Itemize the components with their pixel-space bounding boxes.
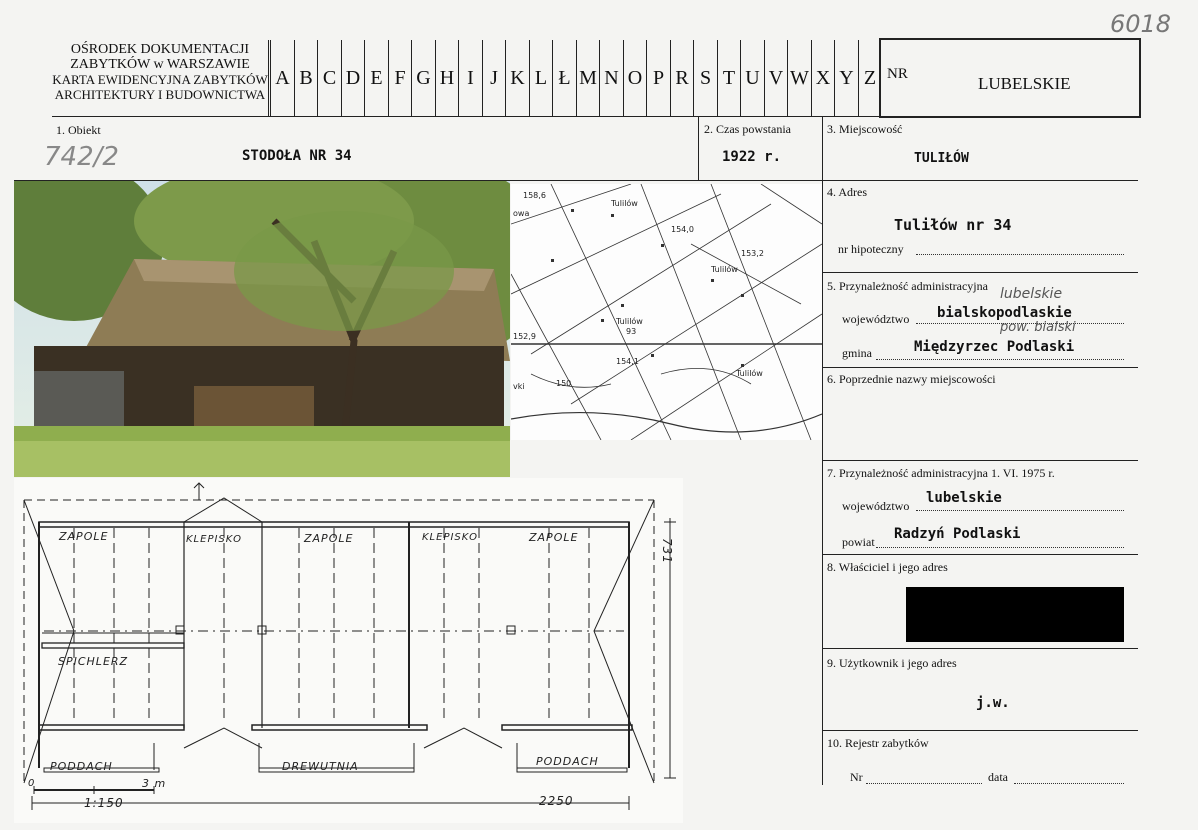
- dim-width: 2250: [539, 794, 574, 808]
- topographic-map: [511, 184, 822, 440]
- alphabet-letter: J: [482, 40, 506, 116]
- gmina-label: gmina: [842, 346, 872, 360]
- map-town3: Tulilów: [616, 317, 643, 326]
- miejscowosc-label: 3. Miejscowość: [827, 122, 903, 136]
- location-map: [511, 184, 822, 440]
- scale-ratio: 1:150: [84, 796, 124, 810]
- label-poddach-2: PODDACH: [536, 755, 599, 768]
- alphabet-letter: P: [646, 40, 670, 116]
- nr-label: NR: [887, 66, 908, 82]
- uzytkownik-label: 9. Użytkownik i jego adres: [827, 656, 957, 670]
- label-poddach-1: PODDACH: [50, 760, 113, 773]
- scale-zero: 0: [28, 778, 36, 789]
- stamp-number: 6018: [1110, 10, 1172, 38]
- alphabet-letter: B: [294, 40, 318, 116]
- owner-redacted-block: [906, 587, 1124, 642]
- rejestr-label: 10. Rejestr zabytków: [827, 736, 929, 750]
- alphabet-letter: H: [435, 40, 459, 116]
- alphabet-letter: N: [599, 40, 623, 116]
- alphabet-letter: O: [623, 40, 647, 116]
- alphabet-letter: U: [740, 40, 764, 116]
- wojewodztwo-handnote: lubelskie: [1000, 286, 1063, 302]
- uzytkownik-value: j.w.: [976, 695, 1010, 711]
- alphabet-letter: I: [458, 40, 482, 116]
- label-drewutnia: DREWUTNIA: [282, 760, 359, 773]
- barn-photo: [14, 181, 510, 477]
- map-elev2: 154,0: [671, 225, 694, 234]
- alphabet-letter: A: [270, 40, 294, 116]
- map-town4: Tulilów: [736, 369, 763, 378]
- map-c150: 150: [556, 379, 572, 388]
- powiat-label: powiat: [842, 535, 875, 549]
- admin-label: 5. Przynależność administracyjna: [827, 279, 988, 293]
- institution-line4: ARCHITEKTURY I BUDOWNICTWA: [54, 87, 266, 102]
- map-elev3: 153,2: [741, 249, 764, 258]
- alphabet-letter: Z: [858, 40, 882, 116]
- alphabet-letter: C: [317, 40, 341, 116]
- label-zapole-2: ZAPOLE: [304, 532, 354, 545]
- wojewodztwo-value: bialskopodlaskie: [937, 305, 1072, 321]
- map-elev4: 152,9: [513, 332, 536, 341]
- hipoteczny-label: nr hipoteczny: [838, 242, 904, 256]
- adres-label: 4. Adres: [827, 185, 867, 199]
- label-zapole-3: ZAPOLE: [529, 531, 579, 544]
- rejestr-nr-label: Nr: [850, 770, 863, 784]
- rejestr-data-label: data: [988, 770, 1008, 784]
- institution-line2: ZABYTKÓW w WARSZAWIE: [70, 57, 250, 72]
- czas-label: 2. Czas powstania: [704, 122, 791, 136]
- alphabet-letter: T: [717, 40, 741, 116]
- alphabet-letter: V: [764, 40, 788, 116]
- powiat-value: Radzyń Podlaski: [894, 526, 1021, 542]
- alphabet-letter: L: [529, 40, 553, 116]
- alphabet-letter: Ł: [552, 40, 576, 116]
- czas-value: 1922 r.: [722, 149, 782, 165]
- map-num93: 93: [626, 327, 637, 336]
- obiekt-value: STODOŁA NR 34: [242, 148, 352, 164]
- alphabet-letter: W: [787, 40, 811, 116]
- wojewodztwo-label: województwo: [842, 312, 910, 326]
- alphabet-letter: M: [576, 40, 600, 116]
- barn-photo-image: [14, 181, 510, 477]
- region-name: LUBELSKIE: [978, 74, 1071, 93]
- map-town2: Tulilów: [611, 199, 638, 208]
- alphabet-letter: X: [811, 40, 835, 116]
- label-spichlerz: SPICHLERZ: [58, 655, 129, 668]
- alphabet-letter: K: [505, 40, 529, 116]
- map-edge1: owa: [513, 209, 530, 218]
- label-klepisko-1: KLEPISKO: [186, 534, 242, 545]
- alphabet-letter: S: [693, 40, 717, 116]
- gmina-value: Międzyrzec Podlaski: [914, 339, 1075, 355]
- admin1975-label: 7. Przynależność administracyjna 1. VI. 1975 r.: [827, 466, 1055, 480]
- map-town1: Tulilów: [711, 265, 738, 274]
- alphabet-letter: G: [411, 40, 435, 116]
- alphabet-letter: F: [388, 40, 412, 116]
- adres-value: Tuliłów nr 34: [894, 216, 1012, 234]
- gmina-handnote: pow. bialski: [1000, 320, 1076, 335]
- map-edge2: vki: [513, 382, 525, 391]
- alphabet-letter: D: [341, 40, 365, 116]
- wlasciciel-label: 8. Właściciel i jego adres: [827, 560, 948, 574]
- label-klepisko-2: KLEPISKO: [422, 532, 478, 543]
- alphabet-letter: Y: [834, 40, 858, 116]
- alphabet-letter: E: [364, 40, 388, 116]
- label-zapole-1: ZAPOLE: [59, 530, 109, 543]
- obiekt-label: 1. Obiekt: [56, 123, 101, 137]
- floor-plan: [14, 478, 683, 823]
- dim-height: 731: [659, 538, 674, 564]
- institution-block: [52, 42, 268, 102]
- miejscowosc-value: TULIŁÓW: [914, 151, 969, 166]
- poprzednie-label: 6. Poprzednie nazwy miejscowości: [827, 372, 996, 386]
- institution-line1: OŚRODEK DOKUMENTACJI: [70, 42, 250, 57]
- scale-3m: 3 m: [142, 777, 167, 790]
- alphabet-letter: R: [670, 40, 694, 116]
- wojewodztwo1975-value: lubelskie: [926, 490, 1002, 506]
- institution-line3: KARTA EWIDENCYJNA ZABYTKÓW: [52, 72, 268, 87]
- wojewodztwo1975-label: województwo: [842, 499, 910, 513]
- map-elev5: 154,1: [616, 357, 639, 366]
- map-elev1: 158,6: [523, 191, 546, 200]
- obiekt-handnote: 742/2: [44, 142, 119, 172]
